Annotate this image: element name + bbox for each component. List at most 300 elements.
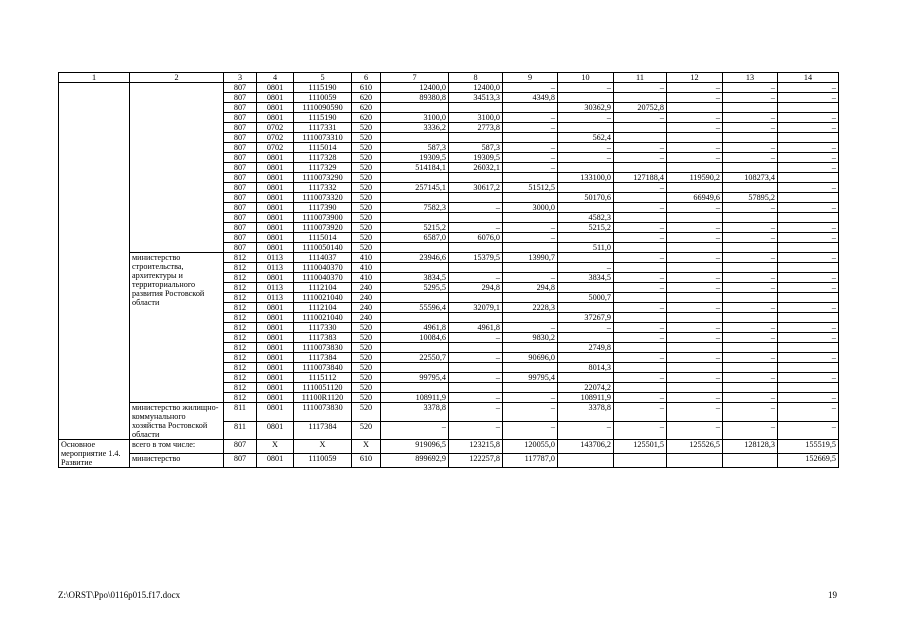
value-cell: –	[614, 203, 667, 213]
value-cell: –	[667, 373, 723, 383]
value-cell	[778, 213, 839, 223]
value-cell: 812	[224, 273, 257, 283]
value-cell	[381, 173, 449, 183]
value-cell: 812	[224, 343, 257, 353]
value-cell: –	[449, 353, 503, 363]
value-cell: 520	[352, 133, 381, 143]
value-cell	[614, 313, 667, 323]
header-cell: 8	[449, 73, 503, 83]
value-cell: 0801	[257, 353, 294, 363]
value-cell	[667, 133, 723, 143]
value-cell: 7582,3	[381, 203, 449, 213]
value-cell: 520	[352, 173, 381, 183]
value-cell	[723, 183, 778, 193]
value-cell: 1117331	[294, 123, 352, 133]
value-cell	[558, 454, 614, 468]
header-cell: 4	[257, 73, 294, 83]
value-cell: 812	[224, 353, 257, 363]
value-cell: 812	[224, 383, 257, 393]
value-cell: –	[614, 323, 667, 333]
header-cell: 1	[59, 73, 130, 83]
value-cell: 294,8	[503, 283, 558, 293]
value-cell: –	[778, 373, 839, 383]
value-cell: 0801	[257, 383, 294, 393]
value-cell: 0801	[257, 193, 294, 203]
value-cell	[381, 193, 449, 203]
value-cell: –	[723, 283, 778, 293]
value-cell	[778, 363, 839, 373]
value-cell: 15379,5	[449, 253, 503, 263]
value-cell: 240	[352, 303, 381, 313]
header-cell: 13	[723, 73, 778, 83]
value-cell: 807	[224, 454, 257, 468]
value-cell: –	[558, 83, 614, 93]
value-cell: 1110021040	[294, 293, 352, 303]
value-cell	[503, 133, 558, 143]
main-event-sub-row	[59, 454, 839, 468]
value-cell: –	[778, 93, 839, 103]
value-cell: 0801	[257, 333, 294, 343]
executor-cell: министерство строительства, архитектуры и территориального развития Ростовской области	[130, 253, 224, 403]
value-cell	[667, 183, 723, 193]
value-cell: –	[723, 353, 778, 363]
footer-file-path: Z:\ORST\Ppo\0116p015.f17.docx	[58, 590, 181, 600]
value-cell: 1110090590	[294, 103, 352, 113]
value-cell: 520	[352, 353, 381, 363]
value-cell: 0113	[257, 293, 294, 303]
value-cell: 520	[352, 343, 381, 353]
value-cell: 108273,4	[723, 173, 778, 183]
value-cell: –	[614, 273, 667, 283]
header-cell: 5	[294, 73, 352, 83]
value-cell	[558, 253, 614, 263]
value-cell: X	[352, 440, 381, 454]
value-cell: 807	[224, 133, 257, 143]
value-cell: 1110059	[294, 93, 352, 103]
value-cell: –	[723, 403, 778, 422]
value-cell: 155519,5	[778, 440, 839, 454]
value-cell: –	[723, 421, 778, 440]
header-row	[59, 73, 839, 83]
value-cell	[449, 173, 503, 183]
value-cell: 807	[224, 193, 257, 203]
value-cell: –	[667, 283, 723, 293]
value-cell: 620	[352, 93, 381, 103]
value-cell: –	[503, 273, 558, 283]
value-cell: –	[778, 233, 839, 243]
value-cell: 1110051120	[294, 383, 352, 393]
value-cell: 610	[352, 454, 381, 468]
value-cell: –	[723, 203, 778, 213]
value-cell: 807	[224, 163, 257, 173]
value-cell	[723, 313, 778, 323]
value-cell: 4582,3	[558, 213, 614, 223]
value-cell: 99795,4	[381, 373, 449, 383]
value-cell	[778, 313, 839, 323]
value-cell: –	[723, 143, 778, 153]
value-cell: 0113	[257, 283, 294, 293]
value-cell	[449, 313, 503, 323]
value-cell: –	[778, 273, 839, 283]
value-cell: –	[667, 303, 723, 313]
value-cell: 3834,5	[381, 273, 449, 283]
value-cell	[558, 283, 614, 293]
value-cell: 812	[224, 323, 257, 333]
value-cell	[778, 193, 839, 203]
value-cell: –	[723, 223, 778, 233]
value-cell: –	[778, 223, 839, 233]
value-cell: –	[614, 303, 667, 313]
value-cell: 37267,9	[558, 313, 614, 323]
value-cell: 0801	[257, 233, 294, 243]
table-row	[59, 83, 839, 93]
value-cell: 807	[224, 173, 257, 183]
value-cell: 587,3	[381, 143, 449, 153]
value-cell: –	[614, 373, 667, 383]
value-cell: 1110073900	[294, 213, 352, 223]
value-cell: 0801	[257, 343, 294, 353]
value-cell: 30617,2	[449, 183, 503, 193]
value-cell: 0801	[257, 163, 294, 173]
value-cell: 812	[224, 313, 257, 323]
value-cell: 1117383	[294, 333, 352, 343]
value-cell: –	[723, 253, 778, 263]
value-cell: 10084,6	[381, 333, 449, 343]
value-cell	[381, 363, 449, 373]
value-cell	[503, 293, 558, 303]
value-cell	[723, 383, 778, 393]
value-cell: –	[723, 113, 778, 123]
value-cell: 410	[352, 253, 381, 263]
value-cell: –	[449, 273, 503, 283]
value-cell: –	[667, 83, 723, 93]
value-cell	[614, 93, 667, 103]
value-cell: 3100,0	[381, 113, 449, 123]
value-cell	[381, 213, 449, 223]
value-cell: –	[667, 143, 723, 153]
value-cell	[503, 313, 558, 323]
value-cell: 1117328	[294, 153, 352, 163]
sub-label: министерство	[130, 454, 224, 468]
value-cell	[723, 213, 778, 223]
value-cell: –	[449, 393, 503, 403]
value-cell: 1110073840	[294, 363, 352, 373]
value-cell	[667, 213, 723, 223]
value-cell: 4961,8	[381, 323, 449, 333]
value-cell: 127188,4	[614, 173, 667, 183]
value-cell: 520	[352, 333, 381, 343]
value-cell	[381, 383, 449, 393]
value-cell	[778, 173, 839, 183]
value-cell	[778, 243, 839, 253]
value-cell: 0801	[257, 421, 294, 440]
value-cell	[778, 343, 839, 353]
header-cell: 11	[614, 73, 667, 83]
value-cell: 812	[224, 393, 257, 403]
main-event-label: Основное мероприятие 1.4. Развитие	[59, 440, 130, 468]
value-cell: –	[449, 421, 503, 440]
value-cell: 807	[224, 213, 257, 223]
value-cell	[503, 263, 558, 273]
value-cell: 3378,8	[558, 403, 614, 422]
value-cell: 410	[352, 273, 381, 283]
value-cell	[503, 103, 558, 113]
value-cell: 5000,7	[558, 293, 614, 303]
value-cell: –	[723, 323, 778, 333]
value-cell: 1115190	[294, 113, 352, 123]
value-cell: –	[614, 353, 667, 363]
value-cell: 514184,1	[381, 163, 449, 173]
value-cell	[558, 123, 614, 133]
value-cell: 1110073310	[294, 133, 352, 143]
value-cell	[503, 213, 558, 223]
value-cell: 620	[352, 103, 381, 113]
header-cell: 14	[778, 73, 839, 83]
value-cell: –	[667, 123, 723, 133]
value-cell: 3336,2	[381, 123, 449, 133]
value-cell: 807	[224, 203, 257, 213]
value-cell: 0801	[257, 213, 294, 223]
value-cell: 1110073290	[294, 173, 352, 183]
value-cell	[449, 243, 503, 253]
value-cell: 99795,4	[503, 373, 558, 383]
value-cell: 587,3	[449, 143, 503, 153]
value-cell: 0801	[257, 93, 294, 103]
value-cell: 23946,6	[381, 253, 449, 263]
value-cell	[614, 263, 667, 273]
value-cell: –	[503, 403, 558, 422]
value-cell: –	[778, 123, 839, 133]
value-cell	[558, 353, 614, 363]
value-cell	[381, 293, 449, 303]
value-cell: –	[778, 303, 839, 313]
value-cell: 520	[352, 243, 381, 253]
value-cell	[723, 454, 778, 468]
value-cell: 1110073320	[294, 193, 352, 203]
value-cell: 919096,5	[381, 440, 449, 454]
value-cell: –	[778, 353, 839, 363]
value-cell: 807	[224, 223, 257, 233]
value-cell: –	[614, 153, 667, 163]
value-cell	[667, 454, 723, 468]
value-cell: 2773,8	[449, 123, 503, 133]
value-cell: –	[558, 263, 614, 273]
value-cell: –	[778, 283, 839, 293]
value-cell	[449, 103, 503, 113]
value-cell	[503, 363, 558, 373]
value-cell: 240	[352, 283, 381, 293]
value-cell: –	[503, 113, 558, 123]
value-cell: –	[503, 143, 558, 153]
value-cell: 66949,6	[667, 193, 723, 203]
value-cell: 117787,0	[503, 454, 558, 468]
value-cell	[614, 343, 667, 353]
value-cell: –	[614, 253, 667, 263]
program-cell	[59, 83, 130, 440]
value-cell	[614, 454, 667, 468]
value-cell	[503, 243, 558, 253]
value-cell	[449, 363, 503, 373]
value-cell: 108911,9	[558, 393, 614, 403]
value-cell: 3100,0	[449, 113, 503, 123]
value-cell	[667, 363, 723, 373]
footer-page-number: 19	[828, 590, 837, 600]
value-cell: 12400,0	[381, 83, 449, 93]
table-body	[59, 73, 839, 468]
value-cell: –	[667, 323, 723, 333]
header-cell: 2	[130, 73, 224, 83]
value-cell: 520	[352, 213, 381, 223]
value-cell: 5215,2	[558, 223, 614, 233]
value-cell	[723, 293, 778, 303]
value-cell: 1110073830	[294, 343, 352, 353]
value-cell: 4349,8	[503, 93, 558, 103]
value-cell: 0113	[257, 263, 294, 273]
value-cell: 520	[352, 123, 381, 133]
value-cell	[503, 193, 558, 203]
value-cell: –	[614, 113, 667, 123]
value-cell: –	[667, 203, 723, 213]
value-cell: 1117330	[294, 323, 352, 333]
value-cell: 562,4	[558, 133, 614, 143]
value-cell	[558, 373, 614, 383]
value-cell: 520	[352, 421, 381, 440]
value-cell: 520	[352, 393, 381, 403]
value-cell: 1110050140	[294, 243, 352, 253]
value-cell: 0801	[257, 363, 294, 373]
value-cell	[558, 303, 614, 313]
value-cell	[667, 293, 723, 303]
value-cell	[614, 383, 667, 393]
value-cell	[778, 263, 839, 273]
value-cell	[778, 103, 839, 113]
value-cell: 257145,1	[381, 183, 449, 193]
value-cell: 1115014	[294, 143, 352, 153]
value-cell	[558, 93, 614, 103]
value-cell: 0801	[257, 273, 294, 283]
value-cell: 1112104	[294, 283, 352, 293]
value-cell	[778, 293, 839, 303]
value-cell: –	[614, 143, 667, 153]
value-cell: 57895,2	[723, 193, 778, 203]
value-cell: 3000,0	[503, 203, 558, 213]
value-cell: –	[778, 163, 839, 173]
value-cell: 520	[352, 163, 381, 173]
value-cell: 123215,8	[449, 440, 503, 454]
value-cell: 0702	[257, 133, 294, 143]
value-cell	[667, 103, 723, 113]
value-cell: 125501,5	[614, 440, 667, 454]
value-cell	[381, 103, 449, 113]
value-cell: 0801	[257, 323, 294, 333]
value-cell: 240	[352, 313, 381, 323]
value-cell: 807	[224, 233, 257, 243]
value-cell: –	[723, 273, 778, 283]
value-cell: 520	[352, 383, 381, 393]
value-cell: 0801	[257, 83, 294, 93]
header-cell: 12	[667, 73, 723, 83]
value-cell: 520	[352, 363, 381, 373]
value-cell: 1117390	[294, 203, 352, 213]
value-cell: 0801	[257, 313, 294, 323]
value-cell: 2228,3	[503, 303, 558, 313]
value-cell: 812	[224, 253, 257, 263]
value-cell: 1115014	[294, 233, 352, 243]
value-cell	[614, 213, 667, 223]
value-cell: –	[667, 333, 723, 343]
value-cell	[723, 103, 778, 113]
value-cell: 520	[352, 373, 381, 383]
value-cell	[723, 163, 778, 173]
value-cell: 520	[352, 193, 381, 203]
value-cell: 12400,0	[449, 83, 503, 93]
value-cell: –	[723, 333, 778, 343]
total-label: всего в том числе:	[130, 440, 224, 454]
value-cell	[381, 243, 449, 253]
value-cell: 812	[224, 263, 257, 273]
value-cell: 812	[224, 283, 257, 293]
value-cell: 520	[352, 223, 381, 233]
value-cell: –	[558, 421, 614, 440]
value-cell: –	[778, 203, 839, 213]
value-cell: –	[449, 403, 503, 422]
value-cell: 807	[224, 123, 257, 133]
main-event-total-row	[59, 440, 839, 454]
value-cell: –	[558, 153, 614, 163]
header-cell: 3	[224, 73, 257, 83]
value-cell: 1115112	[294, 373, 352, 383]
value-cell: –	[778, 403, 839, 422]
value-cell: 5215,2	[381, 223, 449, 233]
value-cell: –	[503, 163, 558, 173]
value-cell: 89380,8	[381, 93, 449, 103]
value-cell	[381, 133, 449, 143]
value-cell: 1117332	[294, 183, 352, 193]
value-cell: 520	[352, 323, 381, 333]
value-cell: 410	[352, 263, 381, 273]
value-cell	[381, 313, 449, 323]
value-cell: –	[449, 223, 503, 233]
value-cell: –	[614, 403, 667, 422]
value-cell	[381, 263, 449, 273]
value-cell: 9830,2	[503, 333, 558, 343]
value-cell: –	[614, 333, 667, 343]
value-cell: 122257,8	[449, 454, 503, 468]
value-cell: –	[614, 393, 667, 403]
value-cell	[723, 133, 778, 143]
value-cell: 520	[352, 403, 381, 422]
value-cell: 143706,2	[558, 440, 614, 454]
value-cell: –	[778, 333, 839, 343]
value-cell: 6587,0	[381, 233, 449, 243]
value-cell: –	[667, 421, 723, 440]
value-cell: 807	[224, 183, 257, 193]
value-cell: 90696,0	[503, 353, 558, 363]
value-cell: X	[257, 440, 294, 454]
value-cell: –	[778, 153, 839, 163]
value-cell: 0801	[257, 454, 294, 468]
value-cell	[723, 263, 778, 273]
value-cell	[723, 343, 778, 353]
value-cell: 811	[224, 403, 257, 422]
value-cell: –	[381, 421, 449, 440]
value-cell	[449, 383, 503, 393]
value-cell: –	[614, 83, 667, 93]
value-cell	[503, 383, 558, 393]
value-cell: –	[723, 303, 778, 313]
value-cell: 0801	[257, 373, 294, 383]
value-cell: 0801	[257, 303, 294, 313]
